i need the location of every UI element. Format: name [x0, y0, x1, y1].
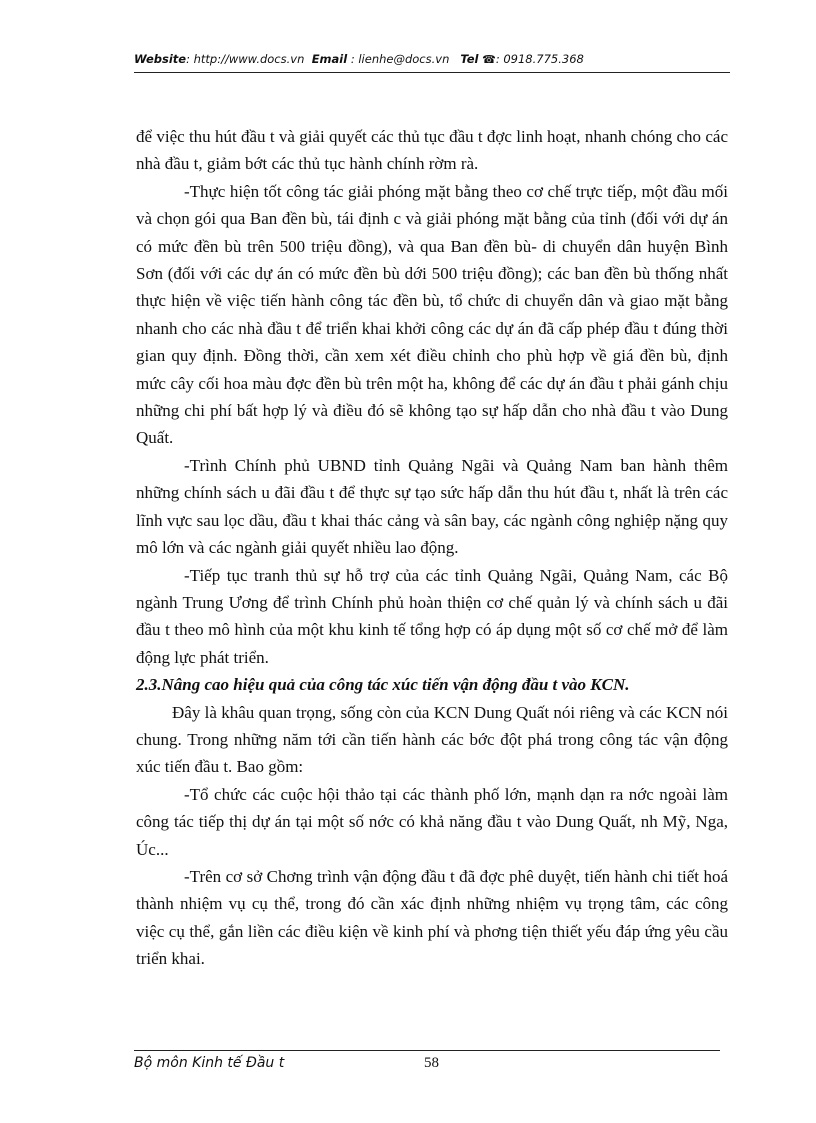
footer-department: Bộ môn Kinh tế Đầu t: [134, 1055, 285, 1071]
website-value[interactable]: : http://www.docs.vn: [186, 52, 305, 66]
email-label: Email: [311, 52, 348, 66]
footer-divider: [134, 1050, 720, 1051]
paragraph-7: -Trên cơ sở Chơng trình vận động đầu t đã đợc phê duyệt, tiến hành chi tiết hoá thành nhiệm vụ cụ thể, trong đó cần xác định những nhiệm vụ trọng tâm, các công việc cụ thể, gắn liền các điều kiện về kinh phí và phơng tiện thiết yếu đáp ứng yêu cầu triển khai.: [136, 866, 728, 969]
page-number: 58: [424, 1055, 439, 1071]
section-heading: 2.3.Nâng cao hiệu quả của công tác xúc tiến vận động đầu t vào KCN.: [136, 675, 630, 695]
website-label: Website: [134, 52, 187, 66]
header-divider: [134, 72, 730, 73]
paragraph-4: -Tiếp tục tranh thủ sự hỗ trợ của các tỉnh Quảng Ngãi, Quảng Nam, các Bộ ngành Trung Ương để trình Chính phủ hoàn thiện cơ chế quản lý và chính sách u đãi đầu t theo mô hình của một khu kinh tế tổng hợp có áp dụng một số cơ chế mở để làm động lực phát triển.: [136, 565, 728, 667]
document-body: [136, 123, 728, 973]
phone-icon: ☎: [482, 53, 496, 66]
tel-label: Tel: [460, 52, 479, 66]
paragraph-1: để việc thu hút đầu t và giải quyết các thủ tục đầu t đợc linh hoạt, nhanh chóng cho các nhà đầu t, giảm bớt các thủ tục hành chính rờm rà.: [136, 127, 728, 174]
paragraph-3: -Trình Chính phủ UBND tỉnh Quảng Ngãi và Quảng Nam ban hành thêm những chính sách u đãi đầu t để thực sự tạo sức hấp dẫn thu hút đầu t, nhất là trên các lĩnh vực sau lọc dầu, đầu t khai thác cảng và sân bay, các ngành công nghiệp nặng quy mô lớn và các ngành giải quyết nhiều lao động.: [136, 455, 728, 558]
paragraph-6: -Tổ chức các cuộc hội thảo tại các thành phố lớn, mạnh dạn ra nớc ngoài làm công tác tiếp thị dự án tại một số nớc có khả năng đầu t vào Dung Quất, nh Mỹ, Nga, Úc...: [136, 784, 728, 859]
tel-value: : 0918.775.368: [495, 52, 584, 66]
paragraph-5: Đây là khâu quan trọng, sống còn của KCN Dung Quất nói riêng và các KCN nói chung. Trong những năm tới cần tiến hành các bớc đột phá trong công tác vận động xúc tiến đầu t. Bao gồm:: [136, 702, 728, 777]
page-header: [134, 52, 734, 66]
paragraph-2: -Thực hiện tốt công tác giải phóng mặt bằng theo cơ chế trực tiếp, một đầu mối và chọn gói qua Ban đền bù, tái định c và giải phóng mặt bằng của tỉnh (đối với dự án có mức đền bù trên 500 triệu đồng), và qua Ban đền bù- di chuyển dân huyện Bình Sơn (đối với các dự án có mức đền bù dới 500 triệu đồng); các ban đền bù thống nhất thực hiện về việc tiến hành công tác đền bù, tổ chức di chuyển dân và giao mặt bằng nhanh cho các nhà đầu t để triển khai khởi công các dự án đã cấp phép đầu t đúng thời gian quy định. Đồng thời, cần xem xét điều chỉnh cho phù hợp về giá đền bù, định mức cây cối hoa màu đợc đền bù trên một ha, không để các dự án đầu t phải gánh chịu những chi phí bất hợp lý và điều đó sẽ không tạo sự hấp dẫn cho nhà đầu t vào Dung Quất.: [136, 181, 728, 448]
email-value[interactable]: : lienhe@docs.vn: [350, 52, 450, 66]
